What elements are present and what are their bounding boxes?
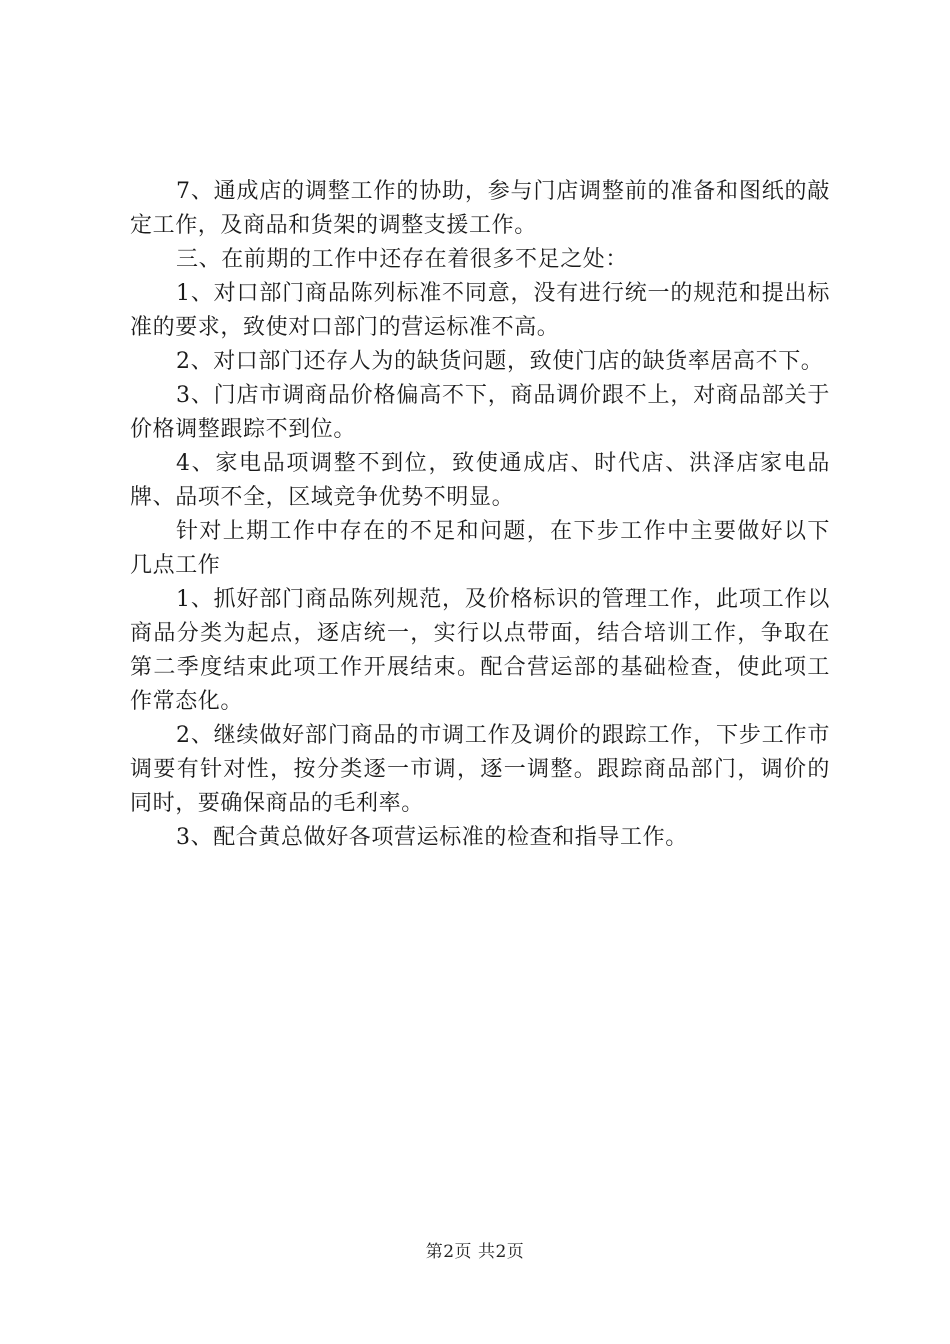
paragraph-shortcoming-3: 3、门店市调商品价格偏高不下，商品调价跟不上，对商品部关于价格调整跟踪不到位。 [130,383,830,442]
paragraph-next-step-1: 1、抓好部门商品陈列规范，及价格标识的管理工作，此项工作以商品分类为起点，逐店统一，实行以点带面，结合培训工作，争取在第二季度结束此项工作开展结束。配合营运部的基础检查，使此项工作常态化。 [130,587,830,714]
page-number-label: 第2页 共2页 [425,1242,525,1262]
paragraph-shortcoming-1: 1、对口部门商品陈列标准不同意，没有进行统一的规范和提出标准的要求，致使对口部门的营运标准不高。 [130,281,830,340]
paragraph-next-step-2: 2、继续做好部门商品的市调工作及调价的跟踪工作，下步工作市调要有针对性，按分类逐一市调，逐一调整。跟踪商品部门，调价的同时，要确保商品的毛利率。 [130,723,830,816]
paragraph-shortcoming-2: 2、对口部门还存人为的缺货问题，致使门店的缺货率居高不下。 [176,349,824,374]
paragraph-next-step-3: 3、配合黄总做好各项营运标准的检查和指导工作。 [176,825,688,850]
paragraph-shortcoming-4: 4、家电品项调整不到位，致使通成店、时代店、洪泽店家电品牌、品项不全，区域竞争优势不明显。 [130,451,830,510]
document-body [130,175,830,855]
paragraph-next-steps-intro: 针对上期工作中存在的不足和问题，在下步工作中主要做好以下几点工作 [130,519,830,578]
page-footer [0,1240,950,1264]
paragraph-item-7: 7、通成店的调整工作的协助，参与门店调整前的准备和图纸的敲定工作，及商品和货架的调整支援工作。 [130,179,830,238]
section-heading-shortcomings: 三、在前期的工作中还存在着很多不足之处： [176,247,629,272]
